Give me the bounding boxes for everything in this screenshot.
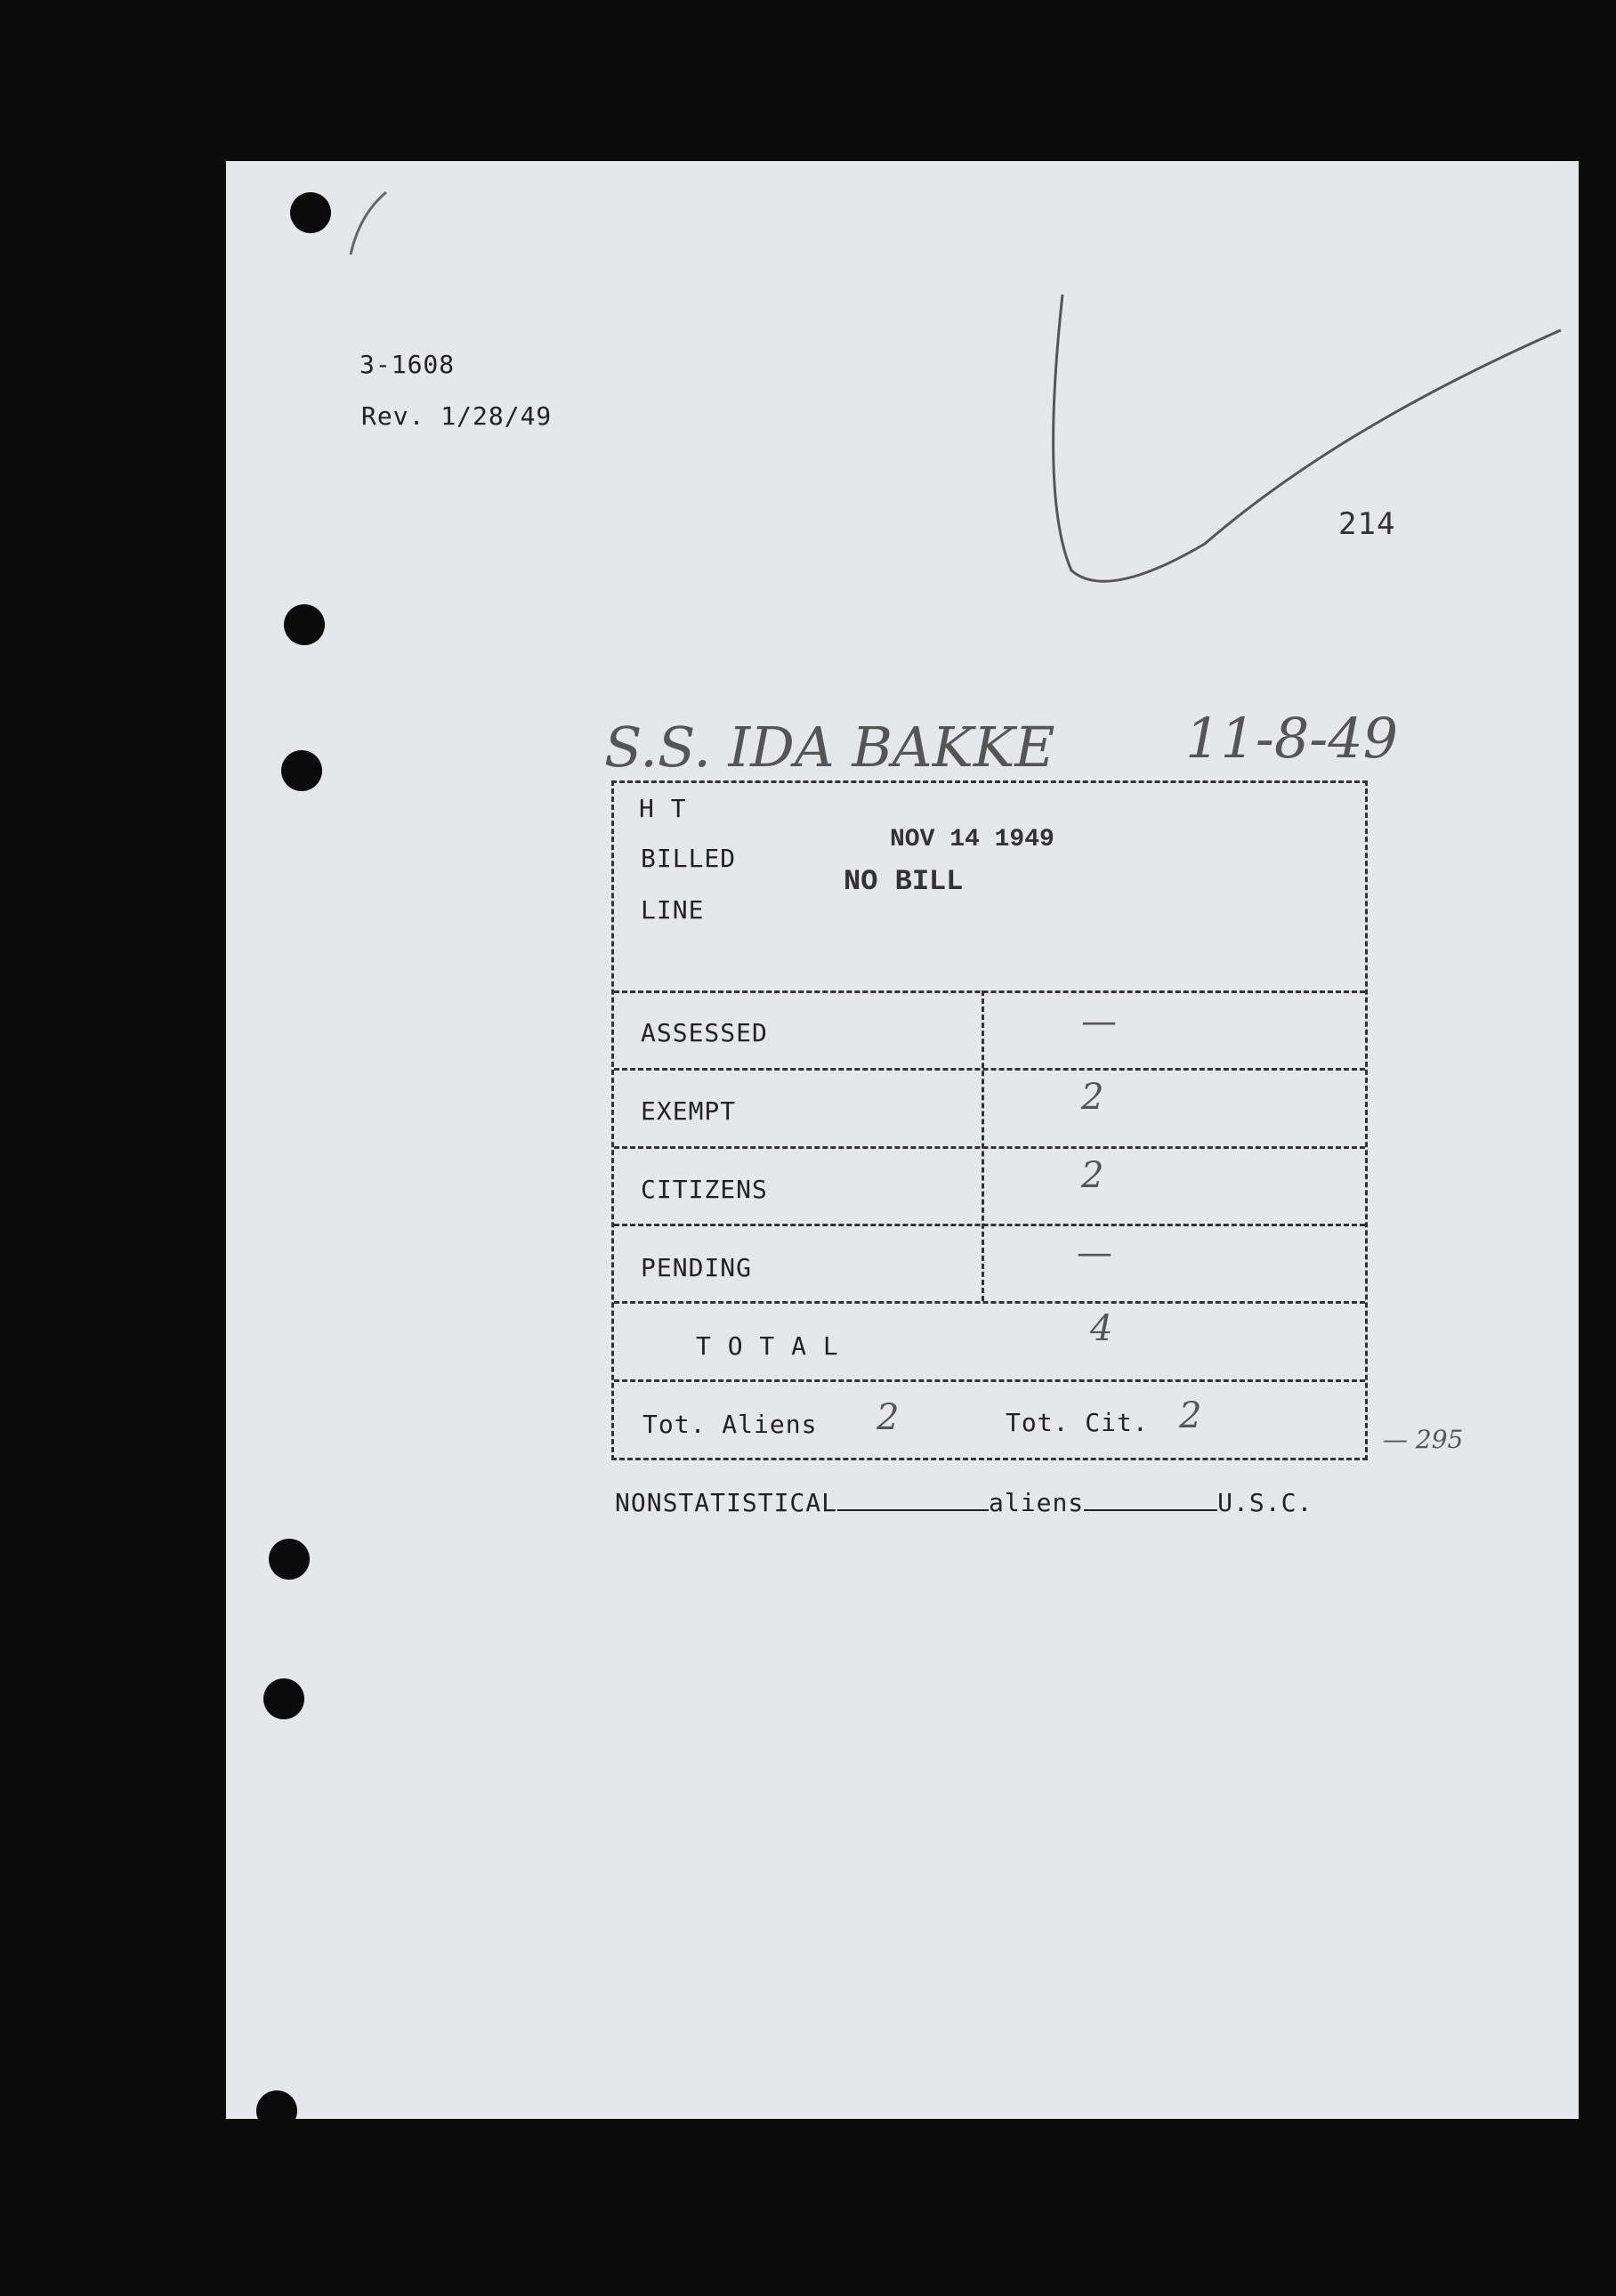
vessel-name: S.S. IDA BAKKE [604, 715, 1055, 780]
pending-value: — [1077, 1233, 1112, 1273]
punch-hole [269, 1539, 310, 1580]
revision-date: Rev. 1/28/49 [361, 401, 553, 431]
page-number: 214 [1338, 506, 1396, 542]
assessed-label: ASSESSED [641, 1018, 768, 1047]
column-divider [982, 990, 984, 1301]
divider [614, 1379, 1365, 1382]
manifest-form-box [611, 780, 1368, 1460]
tot-aliens-label: Tot. Aliens [642, 1410, 818, 1439]
assessed-value: — [1081, 1001, 1117, 1042]
blank-line [837, 1509, 989, 1511]
pending-label: PENDING [641, 1253, 753, 1282]
punch-hole [256, 2090, 297, 2131]
total-label: T O T A L [696, 1331, 839, 1361]
line-label: LINE [641, 895, 705, 925]
exempt-value: 2 [1081, 1077, 1104, 1118]
ht-label: H T [639, 794, 687, 823]
no-bill-stamp: NO BILL [844, 865, 964, 898]
total-value: 4 [1090, 1308, 1113, 1349]
usc-label: U.S.C. [1217, 1488, 1313, 1517]
date-stamp: NOV 14 1949 [890, 826, 1054, 853]
aliens-label: aliens [989, 1488, 1085, 1517]
nonstatistical-line [615, 1488, 1313, 1517]
tot-cit-label: Tot. Cit. [1006, 1408, 1149, 1437]
blank-line [1084, 1509, 1217, 1511]
form-number: 3-1608 [360, 350, 456, 379]
billed-label: BILLED [641, 844, 737, 873]
handwritten-checkmark-icon [226, 161, 1579, 784]
divider [614, 1146, 1365, 1149]
tot-aliens-value: 2 [877, 1397, 900, 1438]
citizens-value: 2 [1081, 1155, 1104, 1196]
citizens-label: CITIZENS [641, 1175, 768, 1204]
divider [614, 1301, 1365, 1304]
divider [614, 1068, 1365, 1071]
punch-hole [263, 1678, 304, 1719]
divider [614, 1224, 1365, 1226]
margin-note: — 295 [1383, 1425, 1464, 1454]
divider [614, 990, 1365, 993]
exempt-label: EXEMPT [641, 1096, 737, 1126]
tot-cit-value: 2 [1179, 1395, 1202, 1436]
arrival-date: 11-8-49 [1185, 706, 1399, 771]
nonstatistical-label: NONSTATISTICAL [615, 1488, 838, 1517]
